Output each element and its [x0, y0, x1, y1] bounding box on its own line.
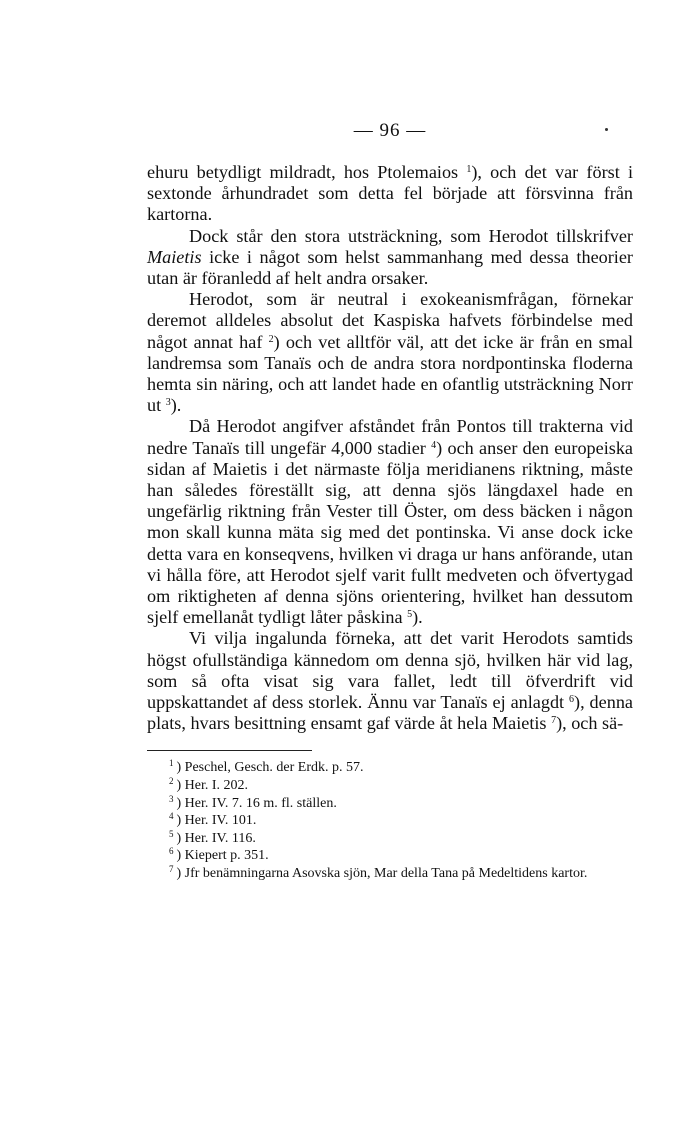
body-text: [147, 162, 633, 734]
page-number: — 96 —: [353, 120, 427, 141]
text-run: ).: [170, 395, 182, 416]
text-run: icke i något som helst sammanhang med dessa theorier utan är föranledd af helt andra orsaker.: [147, 246, 633, 289]
footnote-text: ) Kiepert p. 351.: [176, 848, 269, 864]
footnote-ref: 7: [551, 715, 557, 727]
footnote-mark: 4: [169, 811, 174, 822]
text-run: ).: [412, 607, 423, 628]
text-run: ), och sä-: [556, 713, 624, 734]
paragraph-5: [147, 628, 633, 734]
text-run: ), och det var först i sextonde århundradet som detta fel började att försvinna från kartorna.: [147, 162, 634, 225]
footnote-2: [147, 777, 633, 795]
footnote-ref: 5: [407, 609, 413, 621]
footnote-ref: 1: [466, 164, 472, 175]
footnote-text: ) Peschel, Gesch. der Erdk. p. 57.: [176, 760, 364, 776]
footnote-text: ) Her. IV. 7. 16 m. fl. ställen.: [176, 795, 337, 811]
text-run: ), denna plats, hvars besittning ensamt gaf värde åt hela Maietis: [147, 692, 633, 734]
footnote-text: ) Her. I. 202.: [176, 778, 249, 794]
text-run: ) och vet alltför väl, att det icke är från en smal landremsa som Tanaïs och de andra stora nordpontinska floderna hemta sin näring, och att landet hade en ofantlig utsträckning Norr ut: [147, 331, 633, 416]
footnote-5: [147, 830, 633, 848]
text-run: Herodot, som är neutral i exokeanismfrågan, förnekar deremot alldeles absolut det Kaspiska hafvets förbindelse med något annat haf: [147, 289, 633, 352]
footnote-mark: 3: [169, 793, 174, 804]
footnote-6: [147, 847, 633, 865]
text-run: ehuru betydligt mildradt, hos Ptolemaios: [147, 162, 467, 182]
footnote-text: ) Her. IV. 101.: [176, 813, 257, 829]
text-run: Då Herodot angifver afståndet från Pontos till trakterna vid nedre Tanaïs till ungefär 4,000 stadier: [147, 416, 633, 458]
page: [147, 120, 633, 883]
footnote-ref: 4: [431, 439, 437, 451]
footnote-1: [147, 759, 633, 777]
footnote-ref: 3: [165, 397, 171, 409]
footnote-mark: 2: [169, 776, 174, 787]
paragraph-4: [147, 416, 633, 628]
text-run: Dock står den stora utsträckning, som Herodot tillskrifver: [189, 225, 633, 246]
footnote-mark: 5: [169, 828, 174, 839]
paragraph-1: [147, 162, 633, 226]
footnote-text: ) Jfr benämningarna Asovska sjön, Mar della Tana på Medeltidens kartor.: [176, 866, 588, 882]
text-run: ) och anser den europeiska sidan af Maietis i det närmaste följa meridianens riktning, måste han således föreställt sig, att denna sjös längdaxel hade en ungefärlig riktning från Vester till Öster, om dess bäcken i någon mon skall kunna mäta sig med det pontinska. Vi anse dock icke detta vara en konseqvens, hvilken vi draga ur hans anförande, utan vi hålla före, att Herodot sjelf varit fullt medveten och öfvertygad om riktigheten af denna sjöns orientering, hvilket han dessutom sjelf emellanåt tydligt låter påskina: [147, 437, 634, 628]
paragraph-2: [147, 226, 633, 290]
footnote-7: [147, 865, 633, 883]
text-run: Vi vilja ingalunda förneka, att det varit Herodots samtids högst ofullständiga kännedom om denna sjö, hvilken här vid lag, som så ofta visat sig vara fallet, ledt till öfverdrift vid uppskattandet af dess storlek. Ännu var Tanaïs ej anlagdt: [147, 628, 633, 713]
paragraph-3: [147, 289, 633, 416]
footnote-mark: 6: [169, 846, 174, 857]
footnote-mark: 7: [169, 864, 174, 875]
footnote-divider: [147, 750, 312, 751]
footnote-mark: 1: [169, 758, 174, 769]
footnote-text: ) Her. IV. 116.: [176, 830, 256, 846]
footnote-ref: 6: [569, 694, 575, 706]
footnotes: [147, 759, 633, 882]
footnote-4: [147, 812, 633, 830]
footnote-3: [147, 795, 633, 813]
footnote-ref: 2: [268, 333, 274, 345]
emphasis-text: Maietis: [147, 246, 202, 267]
